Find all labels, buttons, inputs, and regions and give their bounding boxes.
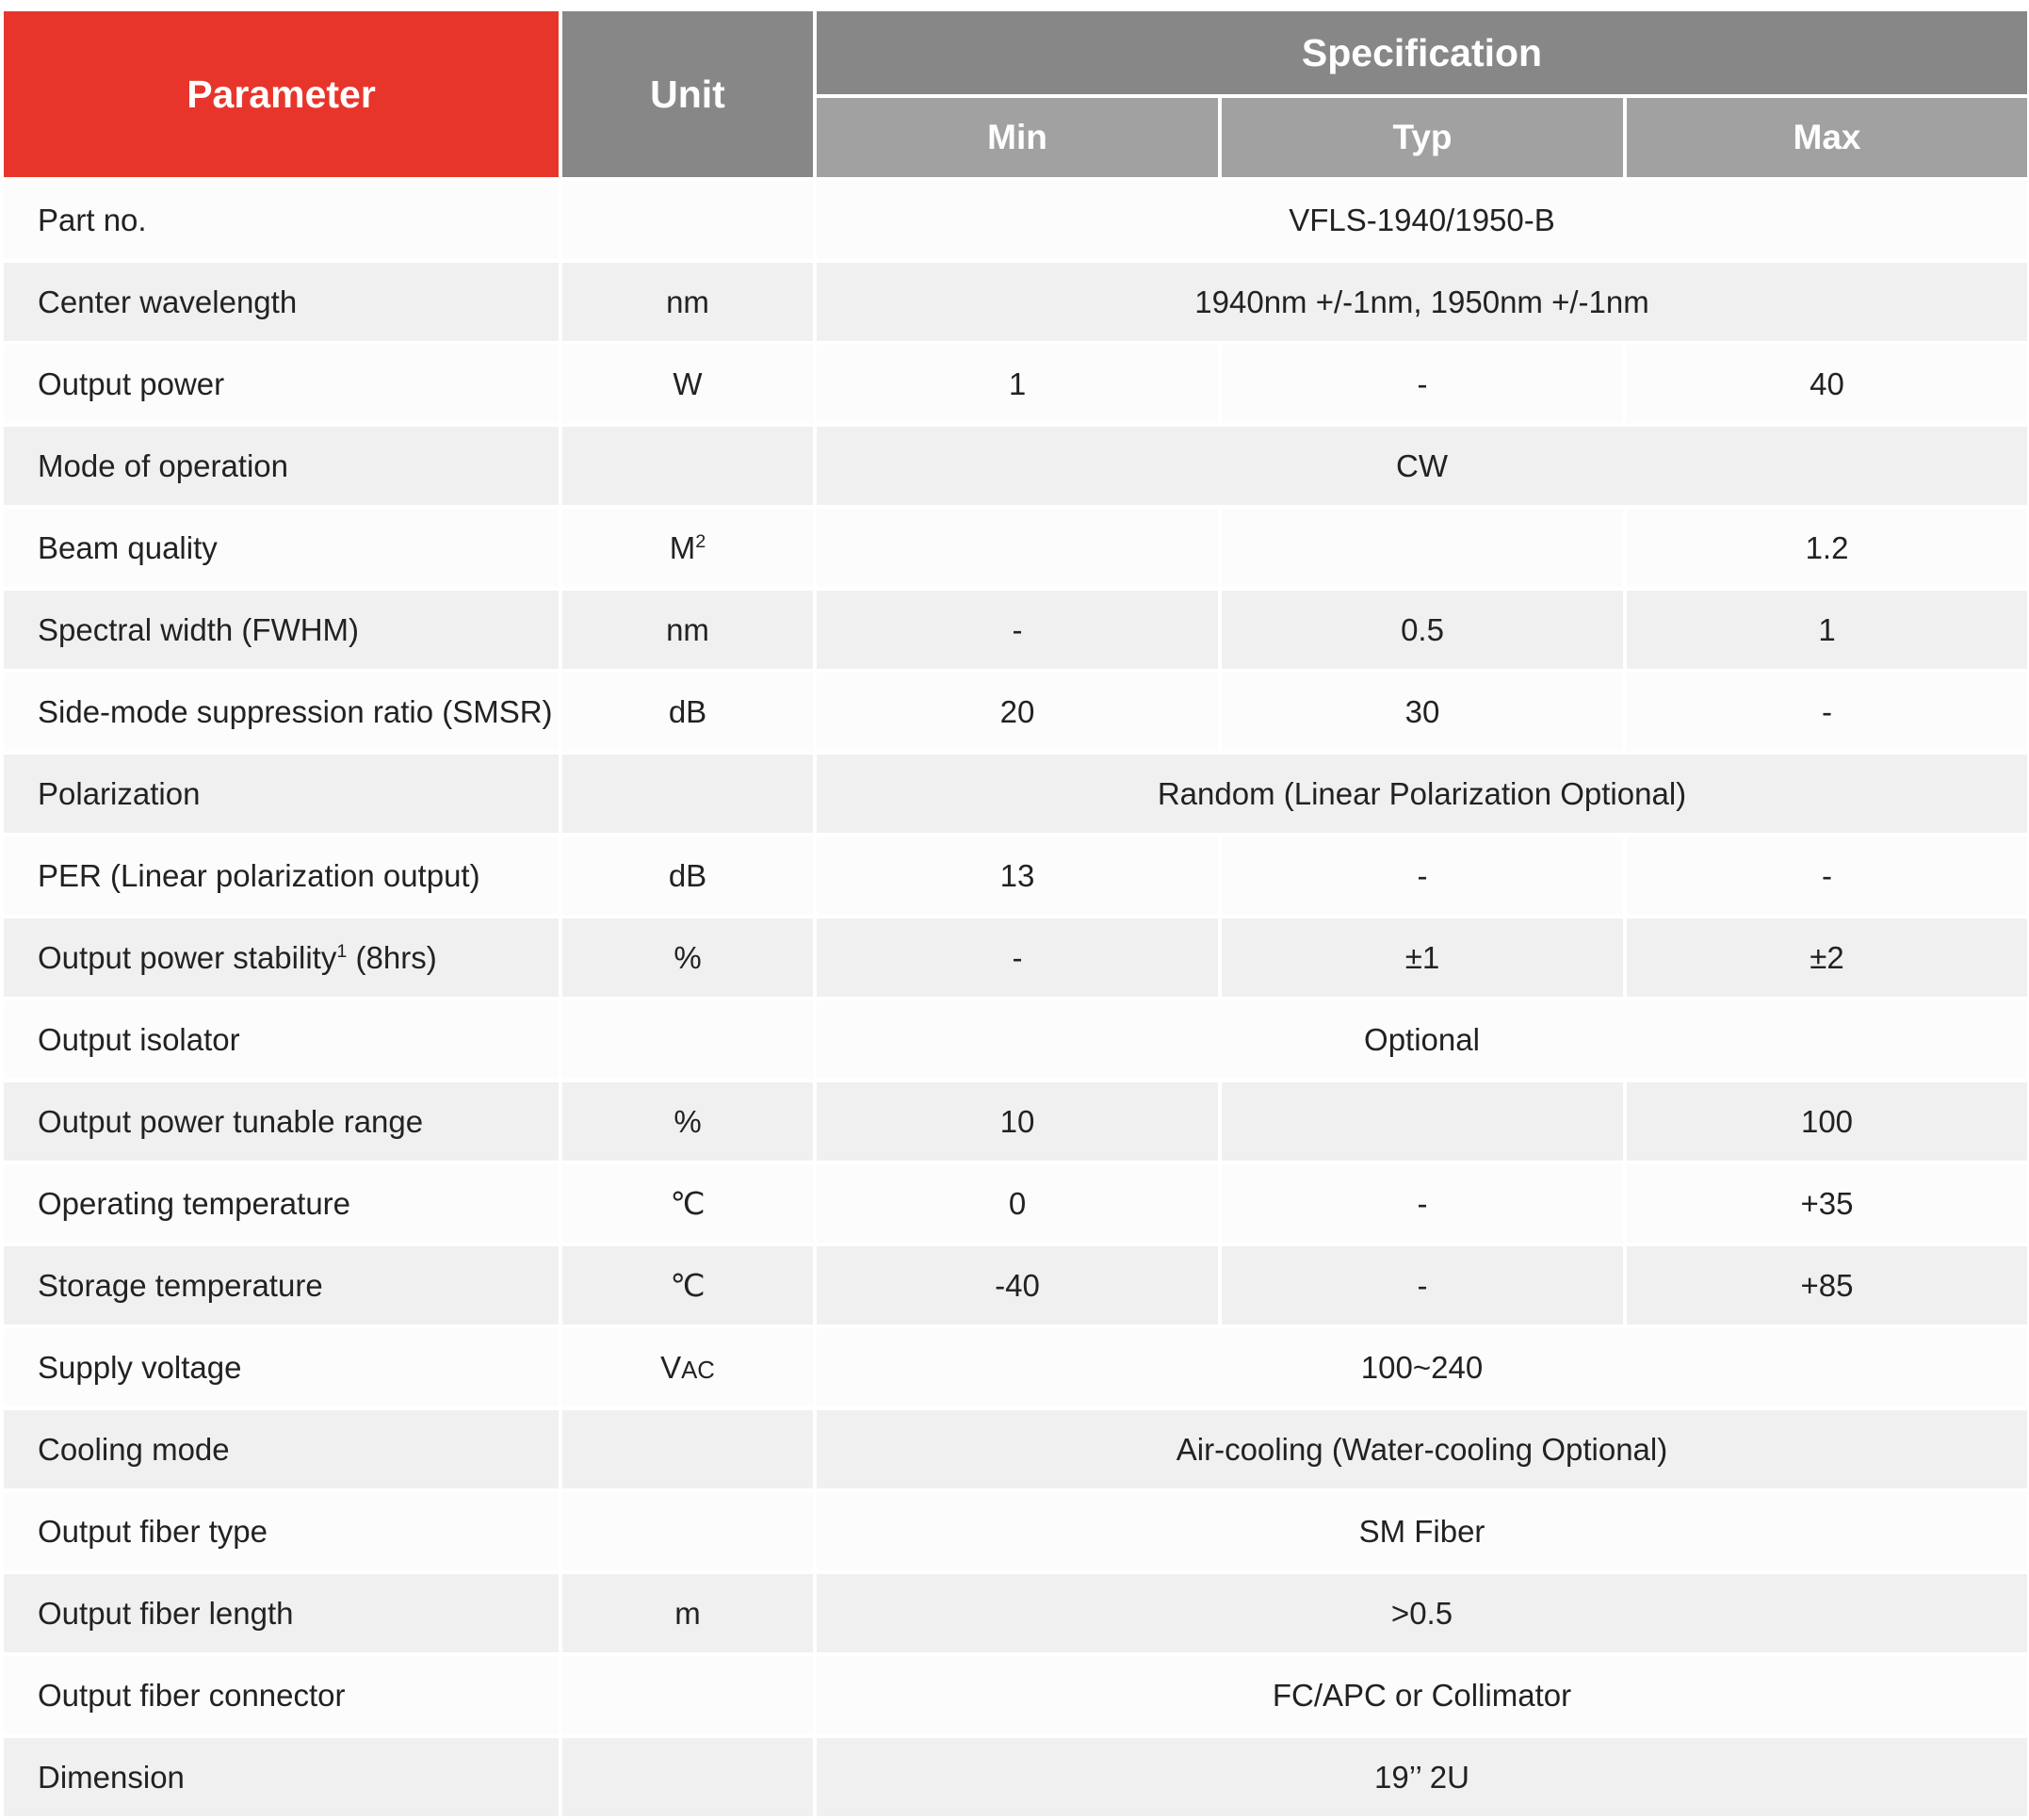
unit-cell	[560, 1654, 815, 1736]
table-row	[2, 1162, 2029, 1244]
parameter-cell: Mode of operation	[2, 425, 560, 507]
spec-value-cell: VFLS-1940/1950-B	[815, 179, 2029, 261]
header-unit: Unit	[560, 9, 815, 179]
unit-cell: m	[560, 1572, 815, 1654]
parameter-suffix: (8hrs)	[347, 939, 437, 975]
unit-base: M	[669, 529, 696, 565]
spec-value-cell: 1940nm +/-1nm, 1950nm +/-1nm	[815, 261, 2029, 343]
spec-value-cell: CW	[815, 425, 2029, 507]
parameter-cell: Supply voltage	[2, 1326, 560, 1408]
footnote-marker: 1	[336, 940, 348, 962]
table-row	[2, 1244, 2029, 1326]
unit-cell: ℃	[560, 1244, 815, 1326]
parameter-cell: Cooling mode	[2, 1408, 560, 1490]
table-row	[2, 1654, 2029, 1736]
parameter-cell: Output isolator	[2, 999, 560, 1081]
typ-cell: -	[1220, 1162, 1625, 1244]
spec-value-cell: 100~240	[815, 1326, 2029, 1408]
header-min: Min	[815, 96, 1220, 179]
min-cell: 10	[815, 1081, 1220, 1162]
max-cell: 1	[1625, 589, 2029, 671]
unit-cell	[560, 1408, 815, 1490]
unit-cell	[560, 1736, 815, 1818]
max-cell: 1.2	[1625, 507, 2029, 589]
typ-cell: 0.5	[1220, 589, 1625, 671]
unit-base: V	[660, 1349, 682, 1385]
parameter-cell	[2, 917, 560, 999]
header-parameter: Parameter	[2, 9, 560, 179]
parameter-cell: Output fiber type	[2, 1490, 560, 1572]
parameter-cell: Operating temperature	[2, 1162, 560, 1244]
table-row	[2, 1490, 2029, 1572]
typ-cell: 30	[1220, 671, 1625, 753]
parameter-cell: Storage temperature	[2, 1244, 560, 1326]
typ-cell: ±1	[1220, 917, 1625, 999]
table-row	[2, 1326, 2029, 1408]
typ-cell: -	[1220, 1244, 1625, 1326]
unit-cell	[560, 753, 815, 835]
spec-value-cell: Optional	[815, 999, 2029, 1081]
parameter-cell: Center wavelength	[2, 261, 560, 343]
header-max: Max	[1625, 96, 2029, 179]
table-row	[2, 425, 2029, 507]
unit-cell	[560, 179, 815, 261]
unit-cell: dB	[560, 671, 815, 753]
typ-cell: -	[1220, 343, 1625, 425]
min-cell: 1	[815, 343, 1220, 425]
table-row	[2, 835, 2029, 917]
parameter-cell: Part no.	[2, 179, 560, 261]
max-cell: +85	[1625, 1244, 2029, 1326]
unit-cell: dB	[560, 835, 815, 917]
parameter-base: Output power stability	[38, 939, 337, 975]
table-row	[2, 671, 2029, 753]
min-cell	[815, 507, 1220, 589]
table-row	[2, 1408, 2029, 1490]
spec-table	[0, 8, 2029, 1820]
table-row	[2, 753, 2029, 835]
table-row	[2, 261, 2029, 343]
table-row	[2, 1572, 2029, 1654]
spec-value-cell: Random (Linear Polarization Optional)	[815, 753, 2029, 835]
typ-cell: -	[1220, 835, 1625, 917]
spec-value-cell: SM Fiber	[815, 1490, 2029, 1572]
min-cell: 20	[815, 671, 1220, 753]
spec-value-cell: FC/APC or Collimator	[815, 1654, 2029, 1736]
min-cell: -	[815, 589, 1220, 671]
unit-cell: %	[560, 1081, 815, 1162]
table-row	[2, 589, 2029, 671]
min-cell: 0	[815, 1162, 1220, 1244]
table-header	[2, 9, 2029, 179]
min-cell: -40	[815, 1244, 1220, 1326]
parameter-cell: Output power	[2, 343, 560, 425]
unit-cell	[560, 1490, 815, 1572]
unit-cell	[560, 999, 815, 1081]
spec-value-cell: 19’’ 2U	[815, 1736, 2029, 1818]
unit-cell: ℃	[560, 1162, 815, 1244]
parameter-cell: Beam quality	[2, 507, 560, 589]
table-row	[2, 1081, 2029, 1162]
parameter-cell: Spectral width (FWHM)	[2, 589, 560, 671]
header-specification: Specification	[815, 9, 2029, 96]
unit-cell: nm	[560, 261, 815, 343]
unit-cell: nm	[560, 589, 815, 671]
header-typ: Typ	[1220, 96, 1625, 179]
unit-cell	[560, 425, 815, 507]
max-cell: +35	[1625, 1162, 2029, 1244]
unit-cell: W	[560, 343, 815, 425]
unit-small: AC	[681, 1357, 715, 1384]
parameter-cell: Output fiber connector	[2, 1654, 560, 1736]
spec-value-cell: >0.5	[815, 1572, 2029, 1654]
parameter-cell: Polarization	[2, 753, 560, 835]
parameter-cell: Output power tunable range	[2, 1081, 560, 1162]
table-row	[2, 507, 2029, 589]
unit-superscript: 2	[695, 530, 706, 552]
parameter-cell: Side-mode suppression ratio (SMSR)	[2, 671, 560, 753]
unit-cell	[560, 1326, 815, 1408]
table-row	[2, 343, 2029, 425]
table-row	[2, 1736, 2029, 1818]
parameter-cell: PER (Linear polarization output)	[2, 835, 560, 917]
table-row	[2, 999, 2029, 1081]
max-cell: -	[1625, 671, 2029, 753]
max-cell: 40	[1625, 343, 2029, 425]
typ-cell	[1220, 507, 1625, 589]
min-cell: -	[815, 917, 1220, 999]
table-row	[2, 179, 2029, 261]
max-cell: ±2	[1625, 917, 2029, 999]
parameter-cell: Dimension	[2, 1736, 560, 1818]
min-cell: 13	[815, 835, 1220, 917]
unit-cell	[560, 507, 815, 589]
table-body	[2, 179, 2029, 1818]
parameter-cell: Output fiber length	[2, 1572, 560, 1654]
spec-value-cell: Air-cooling (Water-cooling Optional)	[815, 1408, 2029, 1490]
max-cell: 100	[1625, 1081, 2029, 1162]
unit-cell: %	[560, 917, 815, 999]
table-row	[2, 917, 2029, 999]
typ-cell	[1220, 1081, 1625, 1162]
max-cell: -	[1625, 835, 2029, 917]
